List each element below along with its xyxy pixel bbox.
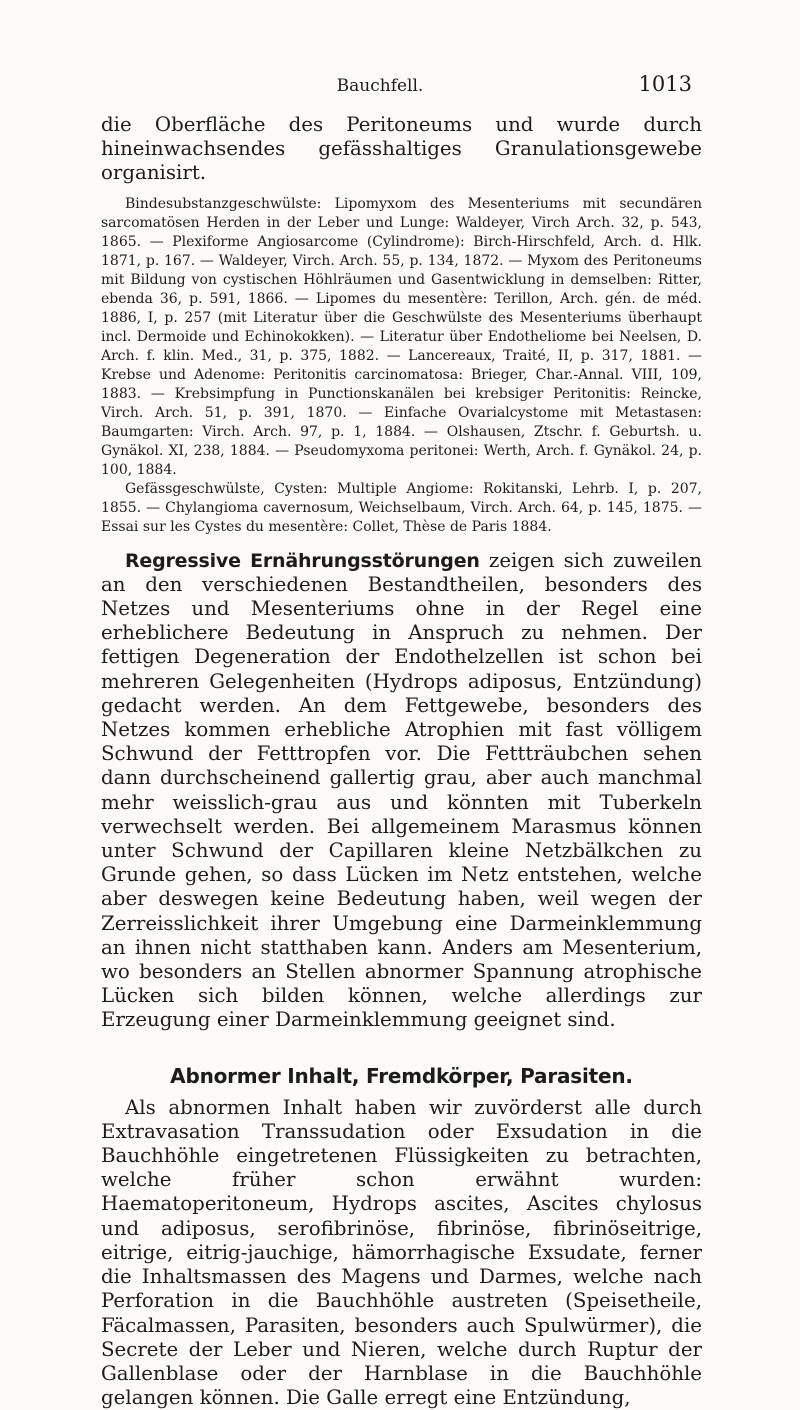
intro-paragraph: die Oberfläche des Peritoneums und wurde durch hineinwachsendes gefässhaltiges Granulationsgewebe organisirt.: [101, 113, 702, 185]
running-title: Bauchfell.: [336, 76, 424, 96]
page-body: [101, 113, 702, 1410]
regressive-paragraph: [101, 549, 702, 1033]
section-paragraph: Als abnormen Inhalt haben wir zuvörderst alle durch Extravasation Transsudation oder Exsudation in die Bauchhöhle eingetretenen Flüssigkeiten zu betrachten, welche früher schon erwähnt wurden: Haematoperitoneum, Hydrops ascites, Ascites chylosus und adiposus, serofibrinöse, fibrinöse, fibrinöseitrige, eitrige, eitrig-jauchige, hämorrhagische Exsudate, ferner die Inhaltsmassen des Magens und Darmes, welche nach Perforation in die Bauchhöhle austreten (Speisetheile, Fäcalmassen, Parasiten, besonders auch Spulwürmer), die Secrete der Leber und Nieren, welche durch Ruptur der Gallenblase oder der Harnblase in die Bauchhöhle gelangen können. Die Galle erregt eine Entzündung,: [101, 1095, 702, 1410]
run-in-heading: Regressive Ernährungsstörungen: [125, 549, 480, 572]
regressive-text: zeigen sich zuweilen an den verschiedenen Bestandtheilen, besonders des Netzes und Mesenteriums ohne in der Regel eine erheblichere Bedeutung in Anspruch zu nehmen. Der fettigen Degeneration der Endothelzellen ist schon bei mehreren Gelegenheiten (Hydrops adiposus, Entzündung) gedacht werden. An dem Fettgewebe, besonders des Netzes kommen erhebliche Atrophien mit fast völligem Schwund der Fetttropfen vor. Die Fettträubchen sehen dann durchscheinend gallertig grau, aber auch manchmal mehr weisslich-grau aus und könnten mit Tuberkeln verwechselt werden. Bei allgemeinem Marasmus können unter Schwund der Capillaren kleine Netzbälkchen zu Grunde gehen, so dass Lücken im Netz entstehen, welche aber deswegen keine Bedeutung haben, weil wegen der Zerreisslichkeit ihrer Umgebung eine Darmeinklemmung an ihnen nicht statthaben kann. Anders am Mesenterium, wo besonders an Stellen abnormer Spannung atrophische Lücken sich bilden können, welche allerdings zur Erzeugung einer Darmeinklemmung geeignet sind.: [101, 548, 703, 1032]
page-number: 1013: [638, 72, 692, 96]
section-heading: Abnormer Inhalt, Fremdkörper, Parasiten.: [170, 1063, 633, 1088]
reference-paragraph: Gefässgeschwülste, Cysten: Multiple Angiome: Rokitanski, Lehrb. I, p. 207, 1855. — Chylangioma cavernosum, Weichselbaum, Virch. Arch. 64, p. 145, 1875. — Essai sur les Cystes du mesentère: Collet, Thèse de Paris 1884.: [101, 480, 702, 535]
reference-paragraph: Bindesubstanzgeschwülste: Lipomyxom des Mesenteriums mit secundären sarcomatösen Herden in der Leber und Lunge: Waldeyer, Virch Arch. 32, p. 543, 1865. — Plexiforme Angiosarcome (Cylindrome): Birch-Hirschfeld, Arch. d. Hlk. 1871, p. 167. — Waldeyer, Virch. Arch. 55, p. 134, 1872. — Myxom des Peritoneums mit Bildung von cystischen Höhlräumen und Gasentwicklung in demselben: Ritter, ebenda 36, p. 591, 1866. — Lipomes du mesentère: Terillon, Arch. gén. de méd. 1886, I, p. 257 (mit Literatur über die Geschwülste des Mesenteriums überhaupt incl. Dermoide und Echinokokken). — Literatur über Endotheliome bei Neelsen, D. Arch. f. klin. Med., 31, p. 375, 1882. — Lancereaux, Traité, II, p. 317, 1881. — Krebse und Adenome: Peritonitis carcinomatosa: Brieger, Char.-Annal. VIII, 109, 1883. — Krebsimpfung in Punctionskanälen bei krebsiger Peritonitis: Reincke, Virch. Arch. 51, p. 391, 1870. — Einfache Ovarialcystome mit Metastasen: Baumgarten: Virch. Arch. 97, p. 1, 1884. — Olshausen, Ztschr. f. Geburtsh. u. Gynäkol. XI, 238, 1884. — Pseudomyxoma peritonei: Werth, Arch. f. Gynäkol. 24, p. 100, 1884.: [101, 195, 702, 478]
page-header: [0, 72, 800, 102]
